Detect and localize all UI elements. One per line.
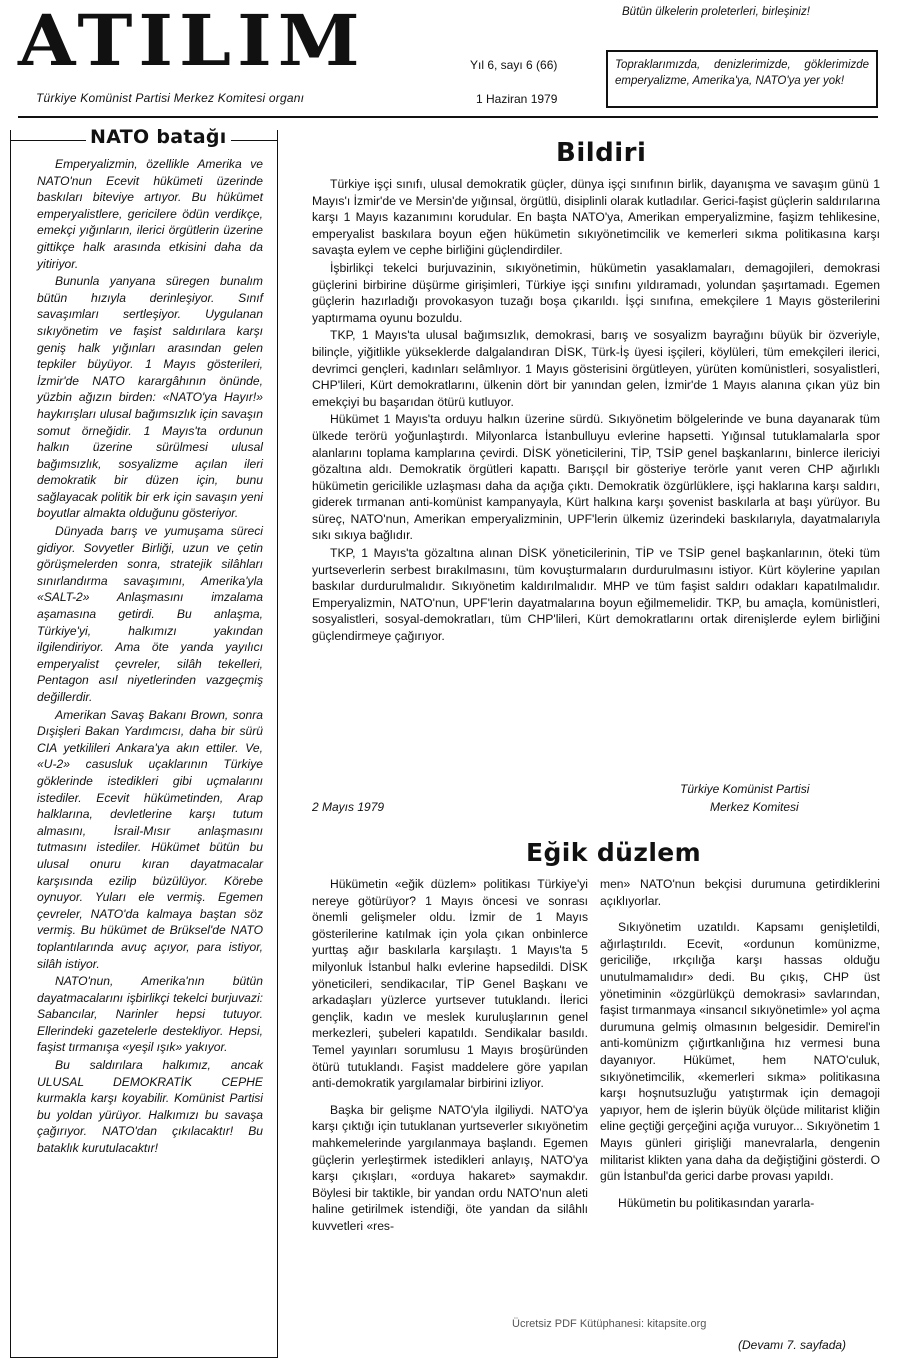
egik-column-2: [600, 876, 880, 1221]
left-article-header: [10, 126, 278, 154]
egik-paragraph-continued: men» NATO'nun bekçisi durumuna getirdiklerini açıklıyorlar.: [600, 877, 880, 908]
egik-paragraph: Hükümetin «eğik düzlem» politikası Türkiye'yi nereye götürüyor? 1 Mayıs öncesi ve sonrası önemli gelişmeler oldu. İzmir de 1 Mayıs gösterilerine katılmak için yola çıkan onbinlerce yurttaş ağır baskılarla karşılaştı. 1 Mayıs'ta 5 milyonluk İstanbul halkı evlerine hapsedildi. DİSK yöneticileri, sendikacılar, TİP Genel Başkanı ve arkadaşları yüzlerce yurtsever tutuklandı. İlerici gençlik, kadın ve meslek kuruluşlarının genel merkezleri, şubeleri kapatıldı. Sendikalar basıldı. Temel yayınları sorumlusu 1 Mayıs broşüründen ötürü tutuklandı. Faşist maddelere göre yapılan anti-demokratik yargılamalar birbirini izliyor.: [312, 877, 588, 1091]
motto: Bütün ülkelerin proleterleri, birleşiniz!: [622, 6, 810, 18]
bildiri-paragraph: Türkiye işçi sınıfı, ulusal demokratik güçler, dünya işçi sınıfının birlik, dayanışma ve savaşım günü 1 Mayıs'ı İzmir'de ve Mersin'de yığınsal, örgütlü, disiplinli olarak kutladılar. Gerici-faşist güçlerin saldırılarına karşı 1 Mayıs kazanımını korudular. En başta NATO'ya, Amerikan emperyalizmine, faşizm tehlikesine, emperyalist baskılara boyun eğen hükümetin sıkıyönetimcilik ve kemerleri sıkma politikasına karşı savaşta eylem ve cephe birliğini güçlendirdiler.: [312, 177, 880, 258]
left-article-title: NATO batağı: [86, 126, 231, 148]
bildiri-signature-party: Türkiye Komünist Partisi: [680, 782, 810, 796]
bildiri-date: 2 Mayıs 1979: [312, 800, 385, 814]
left-paragraph: Bu saldırılara halkımız, ancak ULUSAL DEMOKRATİK CEPHE kurmakla karşı koyabilir. Komünist Partisi bu yoldan yürüyor. Halkımızı bu savaşa çağırıyor. NATO'dan çıkılacaktır! Bu bataklık kurutulacaktır!: [37, 1058, 263, 1156]
masthead: [18, 0, 378, 90]
watermark-text: Ücretsiz PDF Kütüphanesi: kitapsite.org: [512, 1318, 707, 1330]
egik-paragraph: Sıkıyönetim uzatıldı. Kapsamı genişletildi, ağırlaştırıldı. Ecevit, «ordunun komünizme, gericiliğe, ırkçılığa karşı hassas olduğu unutulmamalıdır» dedi. Bu çıkış, CHP üst yönetiminin «özgürlükçü demokrasi» savlarından, faşist tırmanmaya «insancıl sıkıyönetimle» yol açma durumuna gelmiş olmasının belgesidir. Demirel'in anti-komünizm çığırtkanlığına hız vermesi buna dayanıyor. Hükümet, hem NATO'culuk, sıkıyönetimcilik, «kemerleri sıkma» politikasına karşı hoşnutsuzluğu yatıştırmak için demagoji yapıyor, hem de işlerin büyük ölçüde militarist kliğin eline geçtiği gerçeğini açığa vuruyor... Sıkıyönetim 1 Mayıs günleri girişliği manevralarla, dengenin militarist klikten yana daha da değiştiğini gösterdi. O gün İstanbul'da gerici darbe provası yapıldı.: [600, 920, 880, 1184]
left-paragraph: Emperyalizmin, özellikle Amerika ve NATO'nun Ecevit hükümeti üzerinde baskıları biteviye artıyor. Bu hükümet emperyalistlere, gericilere ödün verdikçe, emekçi yığınların, ilerici örgütlerin üzerine gittikçe halk arasında etkisini daha da yitiriyor.: [37, 157, 263, 271]
bildiri-paragraph: İşbirlikçi tekelci burjuvazinin, sıkıyönetimin, hükümetin yasaklamaları, demagojileri, demokrasi güçlerini birbirine düşürme girişimleri, Türkiye işçi sınıfını yıldıramadı, yolundan şaşırtamadı. Egemen güçlerin hazırladığı provokasyon tuzağı boşa çıkarıldı. İşçi sınıfına, emekçilere 1 Mayıs gösterilerini yaptırmama oyunu bozuldu.: [312, 260, 880, 325]
egik-paragraph: Hükümetin bu politikasından yararla-: [618, 1195, 815, 1210]
bildiri-paragraph: TKP, 1 Mayıs'ta ulusal bağımsızlık, demokrasi, barış ve sosyalizm bayrağını büyük bir özveriyle, bilinçle, yiğitlikle yükseklerde dalgalandıran DİSK, Türk-İş üyesi işçileri, köylüleri, tüm emekçileri ilerici, devrimci gençleri, kadınları selâmlıyor. 1 Mayıs gösterisini örgütleyen, yürüten komünistleri, sosyalistleri, CHP'lileri, Kürt demokratlarını, ülkenin dört bir yanından gelen, İzmir'de 1 Mayıs alanına çıkan yüz bin emekçiyi bu başarıdan ötürü kutluyor.: [312, 328, 880, 409]
masthead-subtitle: Türkiye Komünist Partisi Merkez Komitesi organı: [36, 91, 305, 105]
egik-column-1: [312, 876, 588, 1244]
header-rule: [18, 116, 878, 118]
bildiri-signature-committee: Merkez Komitesi: [710, 800, 799, 814]
egik-paragraph: Başka bir gelişme NATO'yla ilgiliydi. NATO'ya karşı çıktığı için tutuklanan yurtseverler sıkıyönetim mahkemelerinde yargılanmaya başlandı. Egemen güçlerin yerleştirmek istedikleri anlayış, NATO'ya karşı çıkışları, «orduya hakaret» saymakdır. Böylesi bir taktikle, bir yandan ordu NATO'nun aleti haline getirilmek istendiği, öte yandan da silâhlı kuvvetleri «res-: [312, 1102, 588, 1233]
slogan-box: Topraklarımızda, denizlerimizde, göklerimizde emperyalizme, Amerika'ya, NATO'ya yer yok!: [606, 50, 878, 108]
egik-title: Eğik düzlem: [526, 838, 702, 867]
left-paragraph: NATO'nun, Amerika'nın bütün dayatmacalarını işbirlikçi tekelci burjuvazi: Sabancılar, Narinler hepsi tutuyor. Ellerindeki gazetelerle destekliyor. Hepsi, faşist tırmanışa «yeşil ışık» yakıyor.: [37, 974, 263, 1055]
continued-note: (Devamı 7. sayfada): [738, 1338, 847, 1352]
left-article: [10, 130, 278, 1358]
bildiri-title: Bildiri: [556, 138, 647, 168]
issue-date: 1 Haziran 1979: [476, 92, 558, 106]
issue-number: Yıl 6, sayı 6 (66): [470, 58, 558, 72]
bildiri-paragraph: TKP, 1 Mayıs'ta gözaltına alınan DİSK yöneticilerinin, TİP ve TSİP genel başkanlarının, öteki tüm yurtseverlerin serbest bırakılmasını, tüm kovuşturmaların durdurulmasını istiyor. Kürt köylerine yapılan baskılar durdurulmalıdır. Sıkıyönetim kaldırılmalıdır. MHP ve tüm faşist saldırı odakları kapatılmalıdır. Emperyalizmin, NATO'nun, UPF'lerin dayatmalarına boyun eğilmemelidir. TKP, bu amaçla, komünistleri, sosyalistleri, sosyal-demokratları, tüm CHP'lileri, Kürt demokratlarını ortak direnişlerde eylem birliğini güçlendirmeye çağırıyor.: [312, 546, 880, 644]
left-paragraph: Amerikan Savaş Bakanı Brown, sonra Dışişleri Bakan Yardımcısı, daha bir sürü CIA yetkilileri Ankara'ya akın ettiler. Ve, «U-2» casusluk uçaklarının Türkiye göklerinde istedikleri gibi uçmalarını istediler. Ecevit hükümetinden, Arap halklarına, devletlerine karşı tutum almasını, İsrail-Mısır anlaşmasını tutmasını istediler. Hükümet bütün bu ulusal onuru kıran dayatmacalar karşısında ezilip büzülüyor. Körebe oynuyor. Yuları ele vermiş. Egemen çevreler, NATO'da kalmaya baştan söz vermiş. Bu hükümet de Brüksel'de NATO toplantılarında avuç açıyor, para istiyor, silâh istiyor.: [37, 707, 263, 971]
masthead-title: ATILIM: [18, 0, 366, 82]
bildiri-body: [312, 176, 880, 646]
bildiri-paragraph: Hükümet 1 Mayıs'ta orduyu halkın üzerine sürdü. Sıkıyönetim bölgelerinde ve buna dayanarak tüm ülkede terörü yoğunlaştırdı. Milyonlarca İstanbulluyu evlerine hapsetti. Yığınsal tutuklamalarla spor alanlarını toplama kamplarına çevirdi. DİSK yöneticilerini, TİP, TSİP genel başkanlarını, binlerce ilericiyi gözaltına aldı. Demokratik örgütleri kapattı. Barışçıl bir gösteriye terörle yanıt veren CHP ağırlıklı hükümetin gericilikle uzlaşması daha da açığa çıktı. Demokratik özgürlüklere, işçi haklarına karşı saldırı, giderek tırmanan anti-komünist kampanyayla, Kürt halkına karşı şovenist baskılarla at başı yürüyor. Bu süreç, NATO'nun, Amerikan emperyalizminin, UPF'lerin ülkemiz üzerindeki baskılarıyla, dayatmalarıyla sıkı sıkıya bağlıdır.: [312, 412, 880, 543]
left-paragraph: Dünyada barış ve yumuşama süreci gidiyor. Sovyetler Birliği, uzun ve çetin görüşmelerden sonra, stratejik silâhları sınırlandırma savaşımını, Amerika'yla «SALT-2» Anlaşmasını imzalama aşamasına getirdi. Bu anlaşma, Türkiye'yi, halkımızı yakından ilgilendiriyor. Ama öte yanda yayılıcı emperyalist çevreler, silâh tekelleri, Pentagon asıl niyetlerinden vazgeçmiş değillerdir.: [37, 524, 263, 704]
left-paragraph: Bununla yanyana süregen bunalım bütün hızıyla derinleşiyor. Sınıf savaşımları sertleşiyor. Uygulanan sıkıyönetim ve faşist saldırılara karşı geniş halk yığınları arasından gelen tepkiler büyüyor. 1 Mayıs gösterileri, İzmir'de NATO karargâhının önünde, yüzbin ağızın birden: «NATO'ya Hayır!» haykırışları ulusal bağımsızlık için savaşın somut örneğidir. 1 Mayıs'ta ordunun halkın üzerine sürülmesi ulusal bağımsızlık, sosyalizme açılan ileri demokratik bir düzen için, bunu sağlayacak politik bir erk için savaşın yeni boyutlar almakta olduğunu gösteriyor.: [37, 274, 263, 521]
